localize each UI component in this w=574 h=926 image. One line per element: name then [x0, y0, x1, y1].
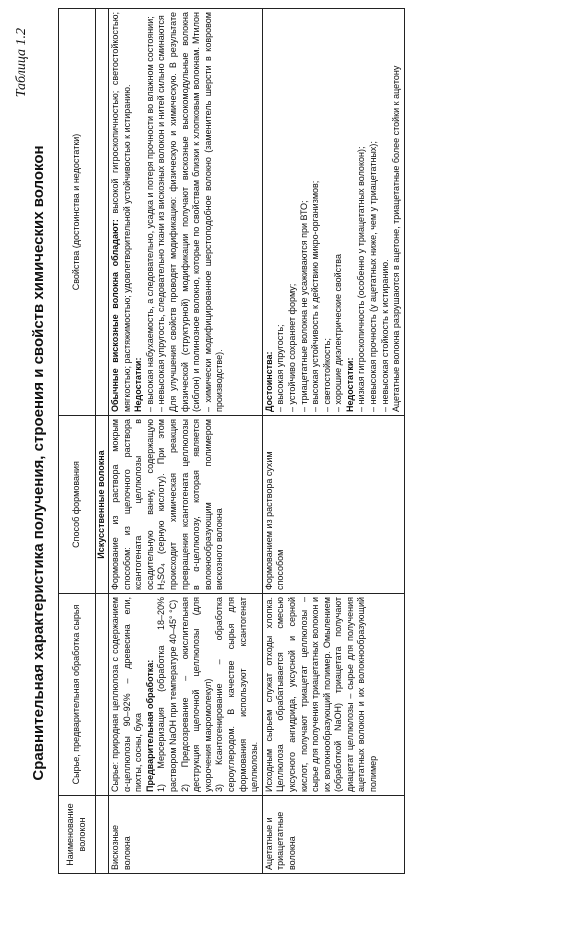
properties-lead-bold: Обычные вискозные волокна обладают:	[110, 219, 120, 412]
forming-method: Формование из раствора мокрым способом: из щелочного раствора ксантогената целлюлозы в осадительную ванну, содержащую H₂SO₄ (серную кислоту). При этом происходит химическая реакция превращения ксантогената целлюлозы в α-целлюлозу, которая является волокнообразующим полимером вискозного волокна	[109, 416, 263, 594]
raw-material-text: Сырье: природная целлюлоза с содержанием α-целлюлозы 90–92% – древесина ели, пихты, сосны, бука	[110, 597, 144, 792]
forming-method: Формованием из раствора сухим способом	[262, 416, 404, 594]
disadvantages-heading: Недостатки:	[133, 357, 144, 412]
raw-material-cell	[109, 594, 263, 796]
header-name: Наименование волокон	[59, 796, 96, 874]
section-row	[96, 9, 109, 874]
properties-lead-text: высокой гигроскопичностью; светостойкостью; мягкостью; растяжимостью; удовлетворительной устойчивостью к истиранию.	[110, 12, 132, 412]
pretreatment-step: 2) Предсозревание – окислительная деструкция щелочной целлюлозы (для укорочения макромолекул)	[179, 597, 213, 792]
header-method: Способ формования	[59, 416, 96, 594]
properties-lead	[110, 12, 133, 412]
header-raw: Сырье, предварительная обработка сырья	[59, 594, 96, 796]
properties-cell	[262, 9, 404, 416]
pretreatment-step: 1) Мерсеризация (обработка 18–20% раствором NaOH при температуре 40–45° °С)	[156, 597, 178, 792]
advantage-item: – светостойкость;	[321, 338, 332, 412]
advantage-item: – высокая упругость;	[275, 324, 286, 412]
table-caption: Таблица 1.2	[14, 28, 29, 98]
advantage-item: – устойчиво сохраняет форму;	[286, 283, 297, 412]
section-spacer	[96, 594, 109, 796]
raw-material-text: Исходным сырьем служат отходы хлопка. Целлюлоза обрабатывается смесью уксусного ангидрида, уксусной и серной кислот, получают триацетат целлюлозы – сырье для получения триацетатных волокон и их волокнообразующий полимер. Омылением (обработкой NaOH) триацетата получают диацетат целлюлозы – сырье для получения ацетатных волокон и их волокнообразующий полимер	[262, 594, 404, 796]
pretreatment-step: 3) Ксантогенирование – обработка сероуглеродом. В качестве сырья для формования используют ксантогенат целлюлозы.	[214, 597, 260, 792]
section-title: Искусственные волокна	[96, 416, 109, 594]
disadvantage-item: – невысокая прочность (у ацетатных ниже, чем у триацетатных);	[368, 141, 379, 412]
properties-cell	[109, 9, 263, 416]
advantage-item: – триацетатные волокна не усаживаются при ВТО;	[298, 200, 309, 412]
header-row	[59, 9, 96, 874]
disadvantage-item: – высокая набухаемость, а следовательно, усадка и потеря прочности во влажном состоянии;	[144, 16, 155, 412]
pretreatment-heading: Предварительная обработка:	[144, 659, 155, 792]
disadvantage-item: – невысокая упругость, следовательно ткани из вискозных волокон и нитей сильно сминаются	[156, 15, 167, 412]
advantage-item: – хорошие диэлектрические свойства	[333, 254, 344, 412]
advantage-item: – высокая устойчивость к действию микро-организмов;	[310, 180, 321, 412]
table-title: Сравнительная характеристика получения, строения и свойств химических волокон	[30, 145, 47, 781]
section-spacer	[96, 796, 109, 874]
fiber-name: Ацетатные и триацетатные волокна	[262, 796, 404, 874]
disadvantage-item: Ацетатные волокна разрушаются в ацетоне, триацетатные более стойки к ацетону	[391, 65, 402, 412]
table-row	[109, 9, 263, 874]
disadvantage-item: – невысокая стойкость к истиранию.	[379, 259, 390, 412]
advantages-heading: Достоинства:	[263, 351, 274, 412]
modification-text: Для улучшения свойств проводят модификацию: физическую и химическую. В результате физической (структурной) модификации получают вискозные высокомодульные волокна (сиблон) и полинозное волокно, которые по свойствам близки к хлопковым волокнам. Мтилон – химически модифицированное шерстоподобное волокно (заменитель шерсти в ковровом производстве).	[167, 12, 225, 412]
comparison-table	[58, 8, 405, 874]
disadvantage-item: – низкая гигроскопичность (особенно у триацетатных волокон);	[356, 146, 367, 412]
disadvantages-heading: Недостатки:	[344, 357, 355, 412]
table-row	[262, 9, 404, 874]
section-spacer	[96, 9, 109, 416]
header-properties: Свойства (достоинства и недостатки)	[59, 9, 96, 416]
fiber-name: Вискозные волокна	[109, 796, 263, 874]
